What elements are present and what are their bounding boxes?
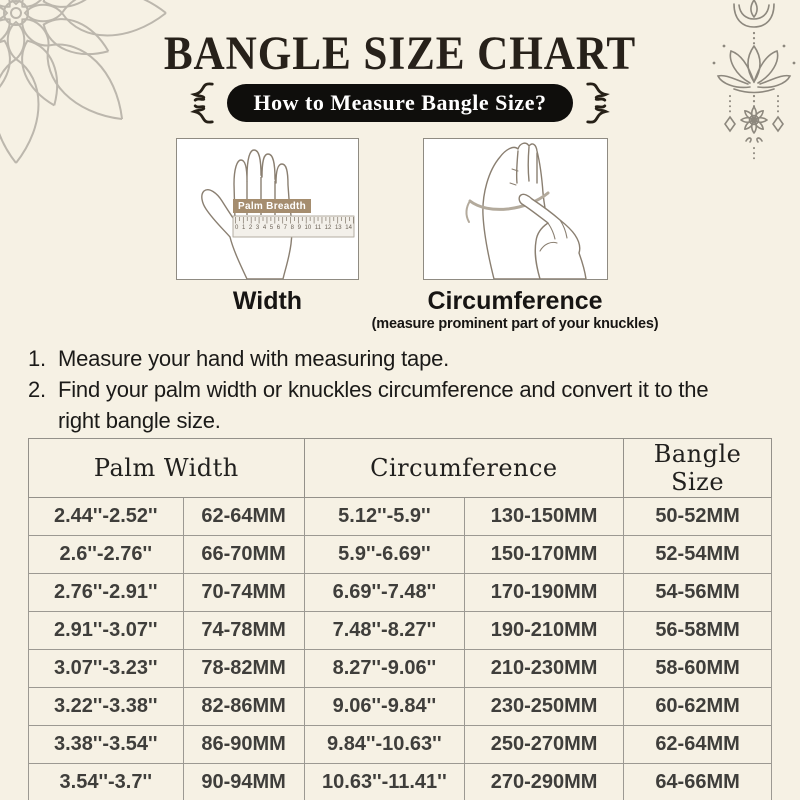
table-cell: 6.69''-7.48'' bbox=[304, 574, 464, 612]
ruler-number: 6 bbox=[276, 225, 281, 231]
ruler-number: 9 bbox=[297, 225, 301, 231]
table-cell: 78-82MM bbox=[183, 650, 304, 688]
table-cell: 130-150MM bbox=[465, 498, 624, 536]
ruler-number: 5 bbox=[269, 225, 274, 231]
ruler-number: 12 bbox=[324, 225, 332, 231]
header-circumference: Circumference bbox=[304, 439, 623, 498]
table-cell: 9.84''-10.63'' bbox=[304, 726, 464, 764]
ruler-number: 3 bbox=[255, 225, 260, 231]
table-cell: 210-230MM bbox=[465, 650, 624, 688]
table-cell: 62-64MM bbox=[183, 498, 304, 536]
table-cell: 70-74MM bbox=[183, 574, 304, 612]
ruler-number: 2 bbox=[248, 225, 253, 231]
table-cell: 250-270MM bbox=[465, 726, 624, 764]
table-cell: 66-70MM bbox=[183, 536, 304, 574]
squiggle-right-icon bbox=[584, 79, 618, 127]
table-cell: 3.38''-3.54'' bbox=[29, 726, 184, 764]
table-cell: 5.9''-6.69'' bbox=[304, 536, 464, 574]
width-illustration-box bbox=[176, 138, 359, 280]
palm-breadth-tag: Palm Breadth bbox=[233, 199, 311, 213]
table-cell: 5.12''-5.9'' bbox=[304, 498, 464, 536]
ruler-number: 0 bbox=[235, 225, 239, 231]
ruler-number: 1 bbox=[241, 225, 246, 231]
hand-circumference-illustration bbox=[424, 139, 607, 279]
table-cell: 2.76''-2.91'' bbox=[29, 574, 184, 612]
leaf-curl-icon bbox=[757, 138, 762, 142]
table-row bbox=[29, 726, 772, 764]
table-cell: 9.06''-9.84'' bbox=[304, 688, 464, 726]
table-row bbox=[29, 498, 772, 536]
page-title: BANGLE SIZE CHART bbox=[163, 27, 637, 80]
table-row bbox=[29, 612, 772, 650]
table-cell: 52-54MM bbox=[624, 536, 772, 574]
table-cell: 50-52MM bbox=[624, 498, 772, 536]
instruction-text: Measure your hand with measuring tape. bbox=[58, 346, 450, 371]
squiggle-left-icon bbox=[182, 79, 216, 127]
instruction-number: 2. bbox=[28, 377, 46, 402]
ruler-number: 8 bbox=[290, 225, 294, 231]
ruler-number: 7 bbox=[283, 225, 288, 231]
table-cell: 3.54''-3.7'' bbox=[29, 764, 184, 800]
circumference-illustration-box bbox=[423, 138, 608, 280]
instruction-item bbox=[28, 343, 748, 374]
leaf-curl-icon bbox=[746, 138, 751, 142]
banner-label: How to Measure Bangle Size? bbox=[253, 90, 547, 115]
size-table bbox=[28, 438, 772, 800]
size-table-header bbox=[29, 439, 772, 498]
header-row bbox=[29, 439, 772, 498]
table-cell: 8.27''-9.06'' bbox=[304, 650, 464, 688]
table-row bbox=[29, 574, 772, 612]
table-row bbox=[29, 688, 772, 726]
instruction-number: 1. bbox=[28, 346, 46, 371]
table-cell: 7.48''-8.27'' bbox=[304, 612, 464, 650]
instruction-text: Find your palm width or knuckles circumference and convert it to the right bangle size. bbox=[58, 377, 709, 433]
illustration-row bbox=[176, 138, 608, 280]
ruler-numbers bbox=[234, 225, 353, 231]
banner-row bbox=[0, 82, 800, 124]
table-cell: 150-170MM bbox=[465, 536, 624, 574]
ruler-number: 13 bbox=[334, 225, 342, 231]
instruction-item bbox=[28, 374, 748, 436]
crescent-moon-icon bbox=[734, 0, 774, 27]
table-row bbox=[29, 764, 772, 800]
width-label: Width bbox=[232, 287, 303, 315]
table-cell: 2.91''-3.07'' bbox=[29, 612, 184, 650]
table-cell: 230-250MM bbox=[465, 688, 624, 726]
instructions bbox=[28, 343, 748, 436]
banner bbox=[227, 84, 574, 122]
table-cell: 74-78MM bbox=[183, 612, 304, 650]
table-cell: 60-62MM bbox=[624, 688, 772, 726]
mandala-center-dot bbox=[11, 8, 21, 18]
ruler-number: 10 bbox=[304, 225, 312, 231]
table-cell: 170-190MM bbox=[465, 574, 624, 612]
table-cell: 2.44''-2.52'' bbox=[29, 498, 184, 536]
circumference-label: Circumference bbox=[427, 287, 603, 315]
size-table-tbody bbox=[29, 498, 772, 800]
table-cell: 54-56MM bbox=[624, 574, 772, 612]
table-cell: 58-60MM bbox=[624, 650, 772, 688]
table-cell: 64-66MM bbox=[624, 764, 772, 800]
table-cell: 270-290MM bbox=[465, 764, 624, 800]
table-cell: 2.6''-2.76'' bbox=[29, 536, 184, 574]
table-cell: 10.63''-11.41'' bbox=[304, 764, 464, 800]
table-row bbox=[29, 650, 772, 688]
circumference-note: (measure prominent part of your knuckles) bbox=[371, 316, 659, 332]
header-bangle-size: Bangle Size bbox=[624, 439, 772, 498]
table-cell: 62-64MM bbox=[624, 726, 772, 764]
table-cell: 90-94MM bbox=[183, 764, 304, 800]
table-row bbox=[29, 536, 772, 574]
table-cell: 82-86MM bbox=[183, 688, 304, 726]
header-palm-width: Palm Width bbox=[29, 439, 305, 498]
table-cell: 86-90MM bbox=[183, 726, 304, 764]
table-cell: 3.22''-3.38'' bbox=[29, 688, 184, 726]
ruler-number: 14 bbox=[345, 225, 352, 231]
ruler-number: 11 bbox=[314, 225, 322, 231]
table-cell: 3.07''-3.23'' bbox=[29, 650, 184, 688]
circumference-label-group bbox=[365, 287, 665, 332]
table-cell: 56-58MM bbox=[624, 612, 772, 650]
ruler-number: 4 bbox=[262, 225, 267, 231]
table-cell: 190-210MM bbox=[465, 612, 624, 650]
